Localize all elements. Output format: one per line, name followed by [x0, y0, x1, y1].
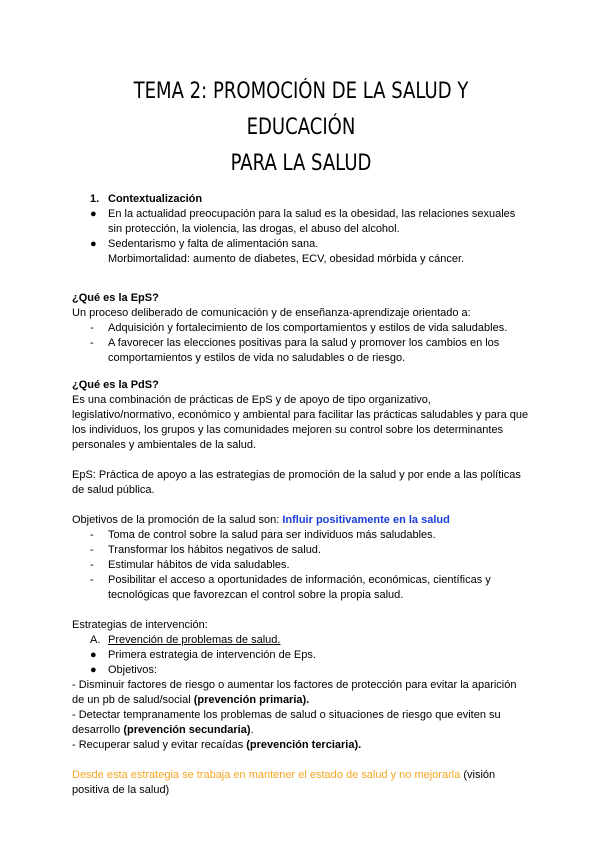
bullet-icon: ● [90, 208, 97, 220]
eps-note: EpS: Práctica de apoyo a las estrategias de promoción de la salud y por ende a las políticas de salud pública. [72, 469, 521, 496]
list-item: ● Objetivos: [90, 664, 157, 676]
eps-heading: ¿Qué es la EpS? [72, 292, 159, 304]
prevention-primary: - Disminuir factores de riesgo o aumentar los factores de protección para evitar la aparición de un pb de salud/social (prevención primaria). [72, 679, 517, 706]
closing-note: Desde esta estrategia se trabaja en mantener el estado de salud y no mejorarla (visión positiva de la salud) [72, 769, 496, 796]
list-item: - A favorecer las elecciones positivas para la salud y promover los cambios en los comportamientos y estilos de vida no saludables o de riesgo. [90, 337, 500, 364]
document-page [72, 74, 530, 798]
title-line-2: PARA LA SALUD [230, 151, 372, 176]
context-heading: 1. Contextualización [90, 193, 203, 205]
objectives-intro: Objetivos de la promoción de la salud son: Influir positivamente en la salud [72, 514, 450, 526]
context-section [72, 192, 530, 267]
eps-section [72, 291, 530, 366]
list-item: - Posibilitar el acceso a oportunidades de información, económicas, científicas y tecnológicas que favorezcan el control sobre la propia salud. [90, 574, 491, 601]
objectives-highlight: Influir positivamente en la salud [282, 514, 450, 526]
page-title [80, 74, 521, 182]
bullet-icon: ● [90, 649, 97, 661]
eps-intro: Un proceso deliberado de comunicación y de enseñanza-aprendizaje orientado a: [72, 307, 471, 319]
title-line-1: TEMA 2: PROMOCIÓN DE LA SALUD Y EDUCACIÓN [133, 79, 469, 140]
strategies-intro: Estrategias de intervención: [72, 619, 208, 631]
bullet-icon: ● [90, 238, 97, 250]
list-item: - Toma de control sobre la salud para ser individuos más saludables. [90, 529, 436, 541]
strategies-section [72, 618, 530, 798]
prevention-tertiary: - Recuperar salud y evitar recaídas (prevención terciaria). [72, 739, 362, 751]
pds-heading: ¿Qué es la PdS? [72, 379, 159, 391]
list-item: ● En la actualidad preocupación para la salud es la obesidad, las relaciones sexuales sin protección, la violencia, las drogas, el abuso del alcohol. [90, 208, 516, 235]
list-item: - Transformar los hábitos negativos de salud. [90, 544, 321, 556]
list-item: - Estimular hábitos de vida saludables. [90, 559, 290, 571]
list-item: ● Sedentarismo y falta de alimentación sana. Morbimortalidad: aumento de diabetes, ECV, obesidad mórbida y cáncer. [90, 238, 465, 265]
list-item: A. Prevención de problemas de salud. [90, 634, 281, 646]
pds-section [72, 378, 530, 498]
list-item: ● Primera estrategia de intervención de Eps. [90, 649, 316, 661]
pds-text: Es una combinación de prácticas de EpS y de apoyo de tipo organizativo, legislativo/normativo, económico y ambiental para facilitar las prácticas saludables y para que los individuos, los grupos y las comunidades mejoren su control sobre los determinantes personales y ambientales de la salud. [72, 394, 529, 451]
prevention-secondary: - Detectar tempranamente los problemas de salud o situaciones de riesgo que eviten su desarrollo (prevención secundaria). [72, 709, 501, 736]
objectives-section [72, 513, 530, 603]
list-item: - Adquisición y fortalecimiento de los comportamientos y estilos de vida saludables. [90, 322, 508, 334]
bullet-icon: ● [90, 664, 97, 676]
